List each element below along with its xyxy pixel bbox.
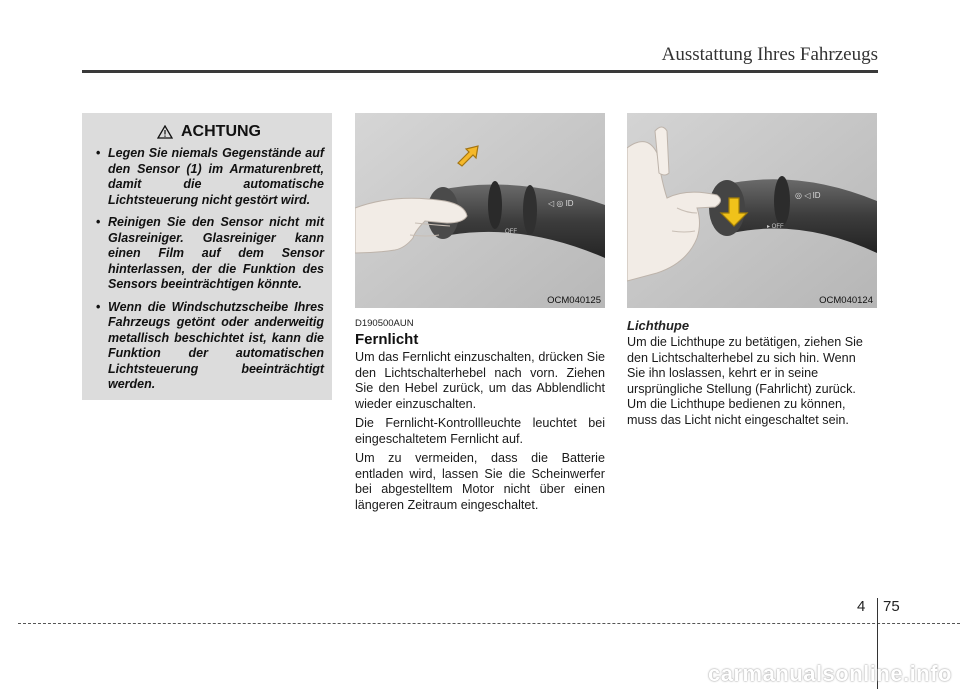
figure-code: OCM040125 — [547, 295, 601, 306]
footer-rule — [18, 623, 960, 624]
svg-text:◁ ◎ ID: ◁ ◎ ID — [548, 199, 574, 208]
body-paragraph: Um das Fernlicht einzuschalten, drücken Sie den Lichtschalterhebel nach vorn. Ziehen Sie den Hebel zurück, um das Abblendlicht wieder einzuschalten. — [355, 350, 605, 411]
warning-item: • Reinigen Sie den Sensor nicht mit Glasreiniger. Glasreiniger kann einen Film auf dem Sensor hinterlassen, der die Funktion des Sensors beeinträchtigen könnte. — [94, 215, 324, 293]
warning-item: • Wenn die Windschutzscheibe Ihres Fahrzeugs getönt oder anderweitig metallisch beschichtet ist, kann die Funktion der automatischen Lichtsteuerung beeinträchtigt werden. — [94, 300, 324, 393]
svg-text:◎ ◁ ID: ◎ ◁ ID — [795, 191, 821, 200]
svg-text:▸ OFF: ▸ OFF — [767, 224, 784, 230]
sub-heading: Lichthupe — [627, 318, 690, 333]
page-header-title: Ausstattung Ihres Fahrzeugs — [661, 44, 878, 65]
hand-pushing-lever-illustration — [355, 113, 605, 308]
body-paragraph: Um die Lichthupe zu betätigen, ziehen Sie den Lichtschalterhebel zu sich hin. Wenn Sie ihn loslassen, kehrt er in seine ursprüngliche Stellung (Fahrlicht) zurück. Um die Lichthupe bedienen zu können, muss das Licht nicht eingeschaltet sein. — [627, 335, 863, 427]
body-paragraph: Die Fernlicht-Kontrollleuchte leuchtet bei eingeschaltetem Fernlicht auf. — [355, 416, 605, 446]
warning-box — [82, 113, 332, 400]
svg-text:OFF: OFF — [505, 229, 517, 235]
section-heading: Fernlicht — [355, 331, 419, 348]
figure-flash-to-pass — [627, 113, 877, 308]
body-paragraph: Um zu vermeiden, dass die Batterie entladen wird, lassen Sie die Scheinwerfer bei abgestelltem Motor nicht über einen längeren Zeitraum eingeschaltet. — [355, 451, 605, 512]
flash-to-pass-section — [627, 318, 877, 432]
header-rule — [82, 70, 878, 73]
warning-triangle-icon — [157, 125, 173, 139]
warning-title: ACHTUNG — [181, 123, 261, 140]
reference-code: D190500AUN — [355, 318, 414, 329]
warning-list — [94, 146, 324, 393]
warning-header — [94, 123, 324, 141]
high-beam-section — [355, 318, 605, 517]
warning-item: • Legen Sie niemals Gegenstände auf den Sensor (1) im Armaturenbrett, damit die automatische Lichtsteuerung nicht gestört wird. — [94, 146, 324, 208]
watermark: carmanualsonline.info — [708, 661, 952, 686]
figure-high-beam — [355, 113, 605, 308]
figure-code: OCM040124 — [819, 295, 873, 306]
page-number: 75 — [883, 598, 900, 615]
chapter-number: 4 — [857, 598, 866, 615]
hand-pulling-lever-illustration — [627, 113, 877, 308]
